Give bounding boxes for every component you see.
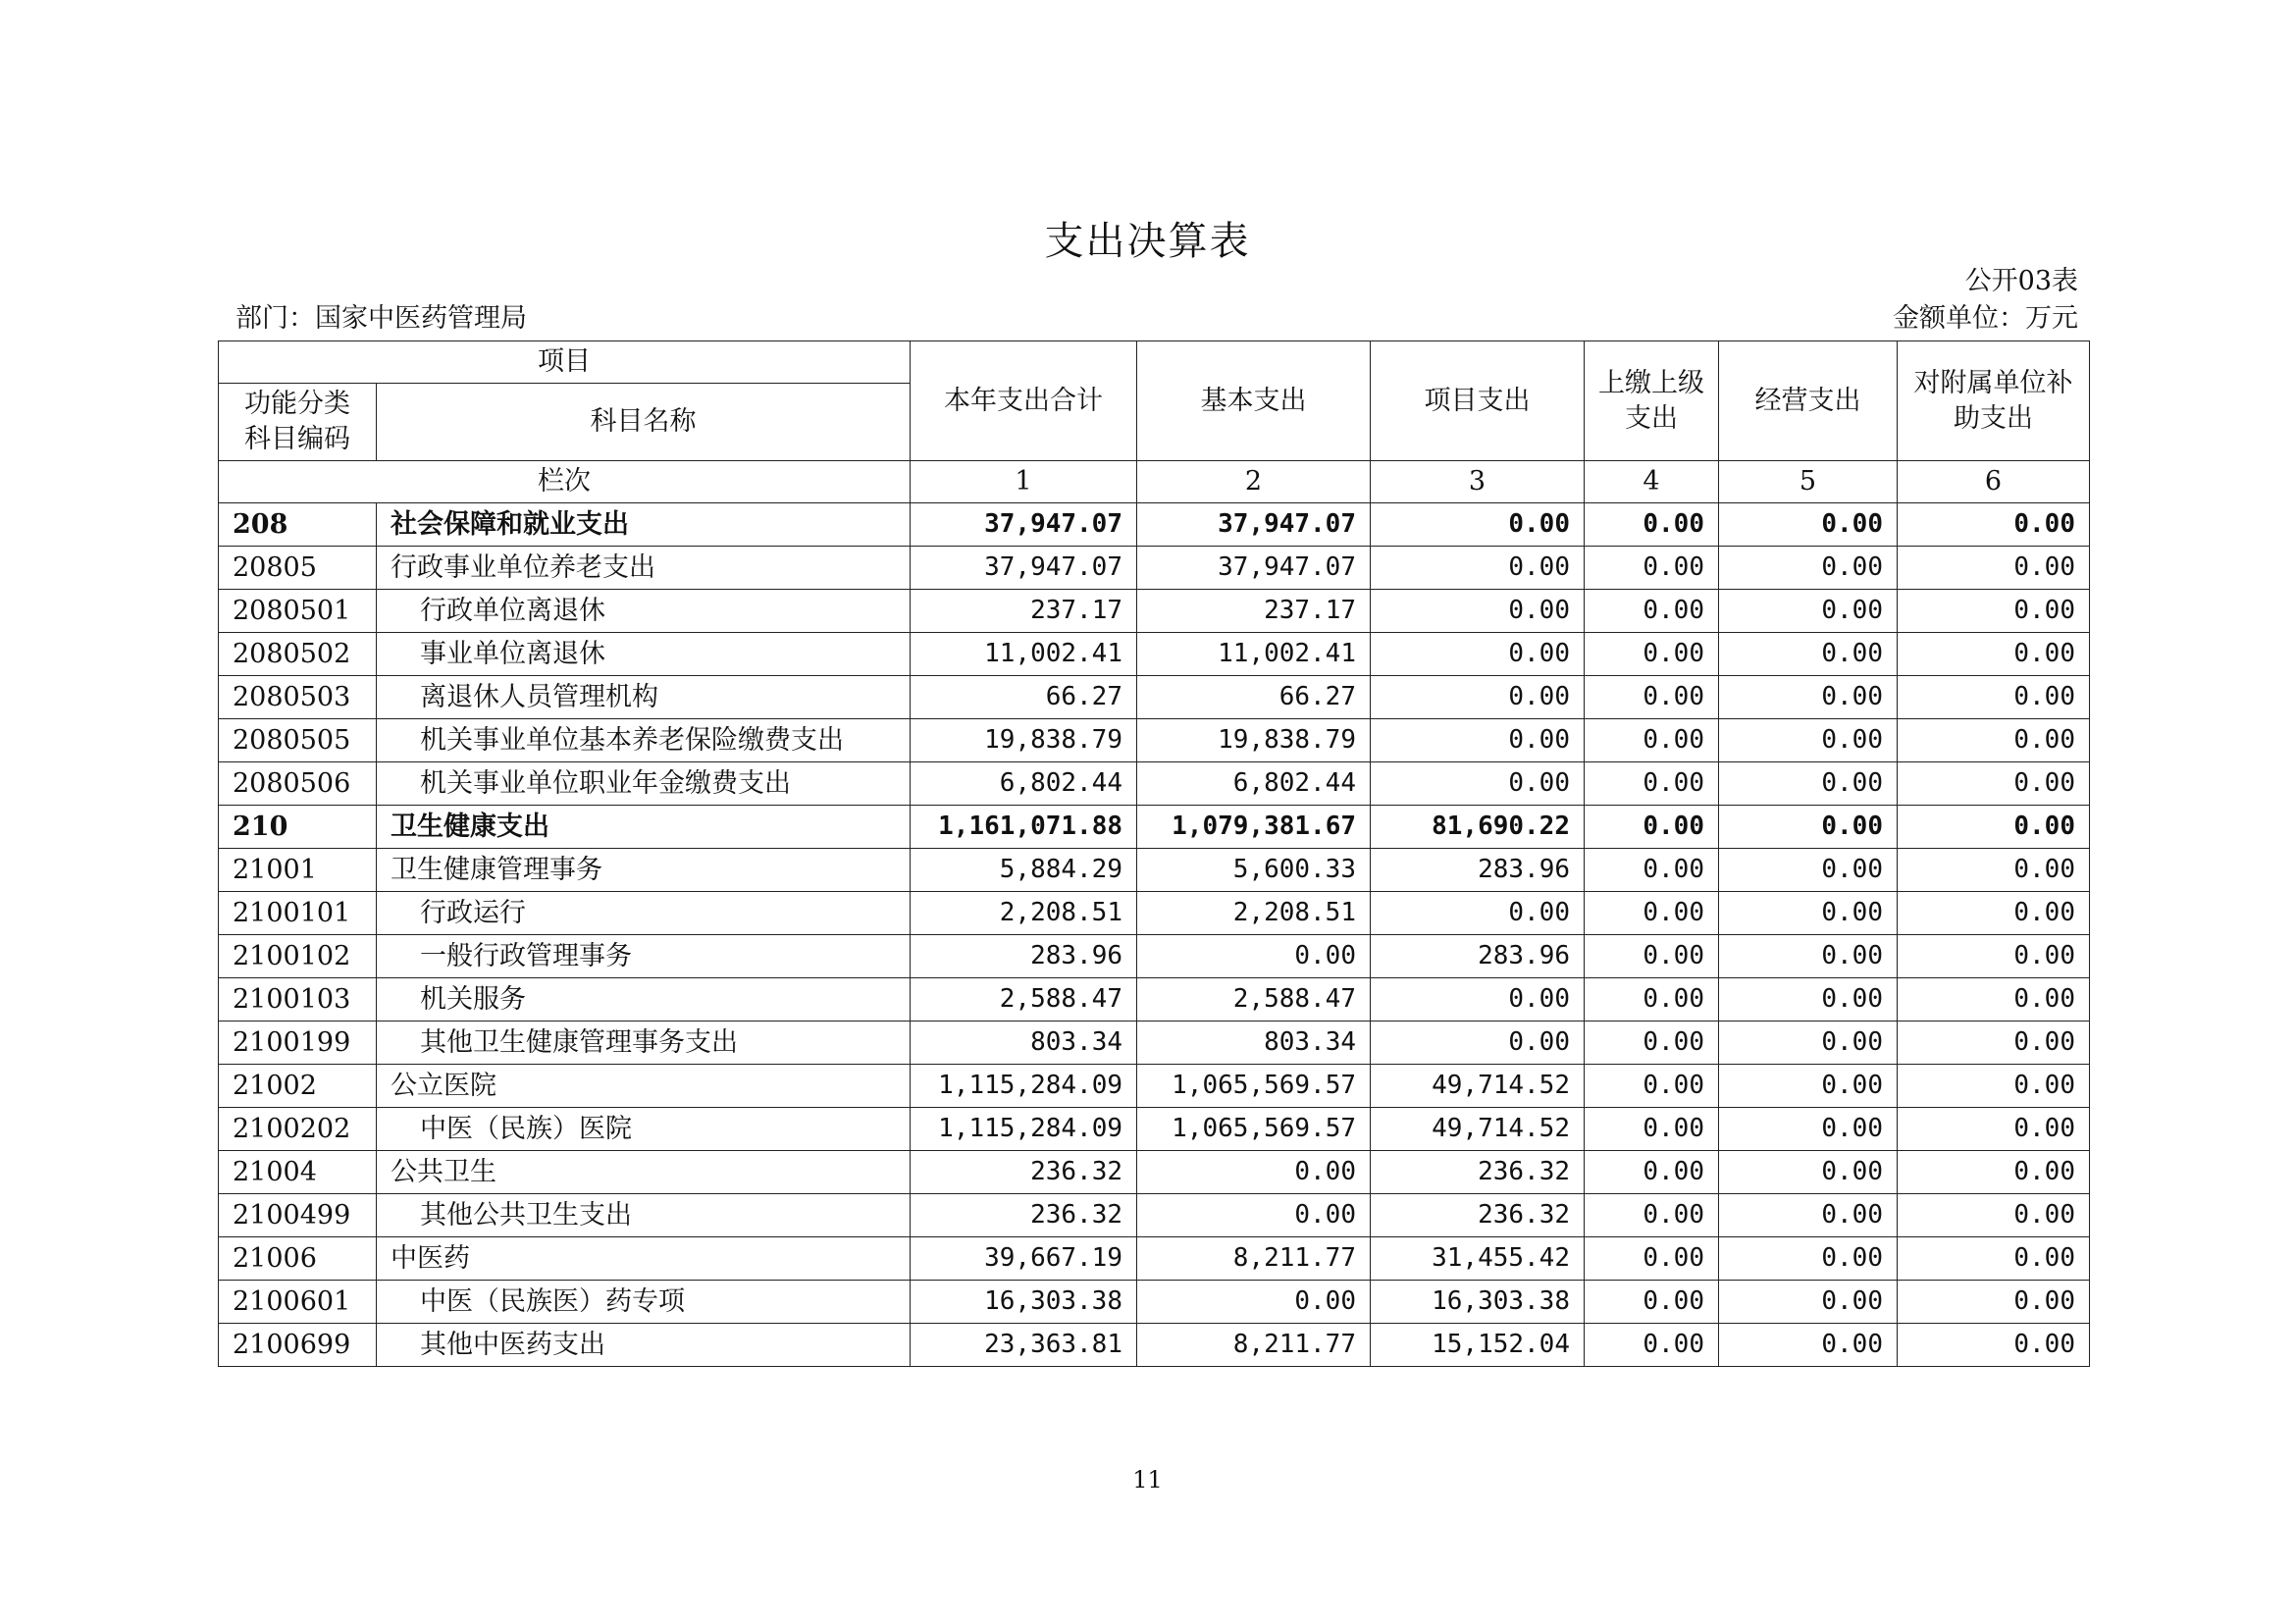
row-total: 1,161,071.88 xyxy=(911,806,1137,849)
row-basic: 6,802.44 xyxy=(1137,762,1371,806)
row-business: 0.00 xyxy=(1719,806,1898,849)
row-basic: 5,600.33 xyxy=(1137,849,1371,892)
row-project: 49,714.52 xyxy=(1371,1065,1585,1108)
row-business: 0.00 xyxy=(1719,892,1898,935)
row-name: 其他公共卫生支出 xyxy=(377,1194,911,1237)
table-row xyxy=(219,1194,2090,1237)
table-body xyxy=(219,503,2090,1367)
row-subsidy: 0.00 xyxy=(1898,1194,2090,1237)
row-business: 0.00 xyxy=(1719,590,1898,633)
row-business: 0.00 xyxy=(1719,633,1898,676)
row-total: 2,588.47 xyxy=(911,978,1137,1022)
row-subsidy: 0.00 xyxy=(1898,892,2090,935)
row-business: 0.00 xyxy=(1719,1281,1898,1324)
row-subsidy: 0.00 xyxy=(1898,935,2090,978)
header-project: 项目 xyxy=(219,341,911,384)
row-total: 1,115,284.09 xyxy=(911,1065,1137,1108)
row-basic: 8,211.77 xyxy=(1137,1237,1371,1281)
row-basic: 37,947.07 xyxy=(1137,547,1371,590)
row-upper: 0.00 xyxy=(1585,1281,1719,1324)
table-row xyxy=(219,762,2090,806)
row-subsidy: 0.00 xyxy=(1898,547,2090,590)
row-name: 其他中医药支出 xyxy=(377,1324,911,1367)
row-subsidy: 0.00 xyxy=(1898,676,2090,719)
row-business: 0.00 xyxy=(1719,849,1898,892)
table-row xyxy=(219,590,2090,633)
row-total: 23,363.81 xyxy=(911,1324,1137,1367)
row-code: 2080505 xyxy=(219,719,377,762)
row-total: 236.32 xyxy=(911,1194,1137,1237)
table-row xyxy=(219,676,2090,719)
row-subsidy: 0.00 xyxy=(1898,1065,2090,1108)
row-business: 0.00 xyxy=(1719,1324,1898,1367)
row-basic: 0.00 xyxy=(1137,1151,1371,1194)
row-upper: 0.00 xyxy=(1585,849,1719,892)
row-upper: 0.00 xyxy=(1585,1022,1719,1065)
row-total: 236.32 xyxy=(911,1151,1137,1194)
row-business: 0.00 xyxy=(1719,1151,1898,1194)
table-code: 公开03表 xyxy=(1964,266,2078,296)
row-code: 2100103 xyxy=(219,978,377,1022)
table-row xyxy=(219,935,2090,978)
row-name: 事业单位离退休 xyxy=(377,633,911,676)
row-basic: 37,947.07 xyxy=(1137,503,1371,547)
row-upper: 0.00 xyxy=(1585,1237,1719,1281)
row-name: 卫生健康管理事务 xyxy=(377,849,911,892)
header-subsidy: 对附属单位补助支出 xyxy=(1898,341,2090,461)
row-project: 283.96 xyxy=(1371,935,1585,978)
row-total: 37,947.07 xyxy=(911,503,1137,547)
row-basic: 19,838.79 xyxy=(1137,719,1371,762)
row-name: 公共卫生 xyxy=(377,1151,911,1194)
row-basic: 11,002.41 xyxy=(1137,633,1371,676)
row-code: 21002 xyxy=(219,1065,377,1108)
row-upper: 0.00 xyxy=(1585,503,1719,547)
unit-label: 金额单位：万元 xyxy=(1893,303,2078,334)
row-name: 中医（民族医）药专项 xyxy=(377,1281,911,1324)
row-upper: 0.00 xyxy=(1585,719,1719,762)
row-business: 0.00 xyxy=(1719,1022,1898,1065)
row-project: 283.96 xyxy=(1371,849,1585,892)
row-code: 208 xyxy=(219,503,377,547)
row-name: 公立医院 xyxy=(377,1065,911,1108)
row-name: 机关事业单位职业年金缴费支出 xyxy=(377,762,911,806)
row-project: 0.00 xyxy=(1371,1022,1585,1065)
row-code: 20805 xyxy=(219,547,377,590)
row-code: 21001 xyxy=(219,849,377,892)
row-upper: 0.00 xyxy=(1585,676,1719,719)
row-project: 81,690.22 xyxy=(1371,806,1585,849)
row-project: 0.00 xyxy=(1371,892,1585,935)
row-business: 0.00 xyxy=(1719,1237,1898,1281)
row-basic: 1,065,569.57 xyxy=(1137,1065,1371,1108)
row-name: 行政事业单位养老支出 xyxy=(377,547,911,590)
row-project: 0.00 xyxy=(1371,762,1585,806)
row-code: 210 xyxy=(219,806,377,849)
row-business: 0.00 xyxy=(1719,503,1898,547)
table-row xyxy=(219,633,2090,676)
header-upper: 上缴上级支出 xyxy=(1585,341,1719,461)
row-name: 机关事业单位基本养老保险缴费支出 xyxy=(377,719,911,762)
header-func-code: 功能分类科目编码 xyxy=(219,384,377,461)
table-row xyxy=(219,1324,2090,1367)
row-total: 2,208.51 xyxy=(911,892,1137,935)
row-business: 0.00 xyxy=(1719,676,1898,719)
row-upper: 0.00 xyxy=(1585,1151,1719,1194)
row-business: 0.00 xyxy=(1719,978,1898,1022)
department-label: 部门：国家中医药管理局 xyxy=(235,303,527,334)
row-subsidy: 0.00 xyxy=(1898,590,2090,633)
row-subsidy: 0.00 xyxy=(1898,1108,2090,1151)
row-upper: 0.00 xyxy=(1585,633,1719,676)
header-col-5: 5 xyxy=(1719,461,1898,503)
row-upper: 0.00 xyxy=(1585,892,1719,935)
row-subsidy: 0.00 xyxy=(1898,762,2090,806)
row-upper: 0.00 xyxy=(1585,590,1719,633)
row-name: 中医（民族）医院 xyxy=(377,1108,911,1151)
row-subsidy: 0.00 xyxy=(1898,633,2090,676)
row-basic: 1,065,569.57 xyxy=(1137,1108,1371,1151)
row-total: 803.34 xyxy=(911,1022,1137,1065)
row-business: 0.00 xyxy=(1719,935,1898,978)
row-code: 2080506 xyxy=(219,762,377,806)
row-basic: 803.34 xyxy=(1137,1022,1371,1065)
row-project: 0.00 xyxy=(1371,676,1585,719)
row-basic: 0.00 xyxy=(1137,935,1371,978)
row-project: 236.32 xyxy=(1371,1194,1585,1237)
row-name: 行政单位离退休 xyxy=(377,590,911,633)
table-row xyxy=(219,806,2090,849)
table-row xyxy=(219,1237,2090,1281)
row-code: 2100499 xyxy=(219,1194,377,1237)
row-name: 机关服务 xyxy=(377,978,911,1022)
table-row xyxy=(219,1065,2090,1108)
row-name: 其他卫生健康管理事务支出 xyxy=(377,1022,911,1065)
row-business: 0.00 xyxy=(1719,1194,1898,1237)
row-total: 237.17 xyxy=(911,590,1137,633)
row-subsidy: 0.00 xyxy=(1898,719,2090,762)
row-basic: 0.00 xyxy=(1137,1281,1371,1324)
row-name: 离退休人员管理机构 xyxy=(377,676,911,719)
table-row xyxy=(219,503,2090,547)
table-row xyxy=(219,849,2090,892)
row-project: 236.32 xyxy=(1371,1151,1585,1194)
header-basic: 基本支出 xyxy=(1137,341,1371,461)
row-project: 0.00 xyxy=(1371,503,1585,547)
row-subsidy: 0.00 xyxy=(1898,1151,2090,1194)
header-business: 经营支出 xyxy=(1719,341,1898,461)
row-total: 1,115,284.09 xyxy=(911,1108,1137,1151)
row-subsidy: 0.00 xyxy=(1898,1324,2090,1367)
row-name: 行政运行 xyxy=(377,892,911,935)
header-col-1: 1 xyxy=(911,461,1137,503)
row-name: 卫生健康支出 xyxy=(377,806,911,849)
row-upper: 0.00 xyxy=(1585,1108,1719,1151)
page-number: 11 xyxy=(1132,1466,1163,1493)
table-row xyxy=(219,1108,2090,1151)
row-upper: 0.00 xyxy=(1585,978,1719,1022)
table-row xyxy=(219,978,2090,1022)
row-total: 283.96 xyxy=(911,935,1137,978)
row-subsidy: 0.00 xyxy=(1898,978,2090,1022)
row-basic: 237.17 xyxy=(1137,590,1371,633)
page-title: 支出决算表 xyxy=(1044,219,1251,264)
row-total: 66.27 xyxy=(911,676,1137,719)
row-total: 19,838.79 xyxy=(911,719,1137,762)
row-project: 0.00 xyxy=(1371,633,1585,676)
row-total: 6,802.44 xyxy=(911,762,1137,806)
row-upper: 0.00 xyxy=(1585,806,1719,849)
row-project: 0.00 xyxy=(1371,547,1585,590)
row-name: 一般行政管理事务 xyxy=(377,935,911,978)
row-code: 2080502 xyxy=(219,633,377,676)
row-total: 39,667.19 xyxy=(911,1237,1137,1281)
table-row xyxy=(219,892,2090,935)
row-business: 0.00 xyxy=(1719,719,1898,762)
header-subject-name: 科目名称 xyxy=(377,384,911,461)
row-project: 0.00 xyxy=(1371,978,1585,1022)
row-upper: 0.00 xyxy=(1585,1194,1719,1237)
header-column-index: 栏次 xyxy=(219,461,911,503)
row-code: 2080503 xyxy=(219,676,377,719)
row-code: 21004 xyxy=(219,1151,377,1194)
expenditure-table xyxy=(218,341,2090,1367)
row-project: 31,455.42 xyxy=(1371,1237,1585,1281)
row-project: 49,714.52 xyxy=(1371,1108,1585,1151)
row-upper: 0.00 xyxy=(1585,1324,1719,1367)
row-total: 37,947.07 xyxy=(911,547,1137,590)
row-basic: 2,208.51 xyxy=(1137,892,1371,935)
table-row xyxy=(219,719,2090,762)
row-project: 0.00 xyxy=(1371,719,1585,762)
table-row xyxy=(219,547,2090,590)
row-total: 16,303.38 xyxy=(911,1281,1137,1324)
row-project: 15,152.04 xyxy=(1371,1324,1585,1367)
row-total: 5,884.29 xyxy=(911,849,1137,892)
row-code: 2100102 xyxy=(219,935,377,978)
row-subsidy: 0.00 xyxy=(1898,1022,2090,1065)
row-code: 2100699 xyxy=(219,1324,377,1367)
row-project: 0.00 xyxy=(1371,590,1585,633)
row-basic: 1,079,381.67 xyxy=(1137,806,1371,849)
table-row xyxy=(219,1022,2090,1065)
table-row xyxy=(219,1281,2090,1324)
row-business: 0.00 xyxy=(1719,1065,1898,1108)
row-subsidy: 0.00 xyxy=(1898,849,2090,892)
row-basic: 2,588.47 xyxy=(1137,978,1371,1022)
header-col-2: 2 xyxy=(1137,461,1371,503)
row-basic: 66.27 xyxy=(1137,676,1371,719)
row-code: 21006 xyxy=(219,1237,377,1281)
row-upper: 0.00 xyxy=(1585,762,1719,806)
header-col-6: 6 xyxy=(1898,461,2090,503)
row-upper: 0.00 xyxy=(1585,1065,1719,1108)
table-row xyxy=(219,1151,2090,1194)
row-code: 2100101 xyxy=(219,892,377,935)
row-subsidy: 0.00 xyxy=(1898,1281,2090,1324)
row-business: 0.00 xyxy=(1719,547,1898,590)
row-business: 0.00 xyxy=(1719,762,1898,806)
row-subsidy: 0.00 xyxy=(1898,1237,2090,1281)
header-col-3: 3 xyxy=(1371,461,1585,503)
row-name: 社会保障和就业支出 xyxy=(377,503,911,547)
row-subsidy: 0.00 xyxy=(1898,503,2090,547)
header-total: 本年支出合计 xyxy=(911,341,1137,461)
row-code: 2080501 xyxy=(219,590,377,633)
row-upper: 0.00 xyxy=(1585,547,1719,590)
row-project: 16,303.38 xyxy=(1371,1281,1585,1324)
row-code: 2100202 xyxy=(219,1108,377,1151)
row-name: 中医药 xyxy=(377,1237,911,1281)
row-subsidy: 0.00 xyxy=(1898,806,2090,849)
row-code: 2100199 xyxy=(219,1022,377,1065)
row-basic: 0.00 xyxy=(1137,1194,1371,1237)
row-business: 0.00 xyxy=(1719,1108,1898,1151)
row-upper: 0.00 xyxy=(1585,935,1719,978)
header-col-4: 4 xyxy=(1585,461,1719,503)
row-basic: 8,211.77 xyxy=(1137,1324,1371,1367)
header-project-expenditure: 项目支出 xyxy=(1371,341,1585,461)
row-total: 11,002.41 xyxy=(911,633,1137,676)
row-code: 2100601 xyxy=(219,1281,377,1324)
